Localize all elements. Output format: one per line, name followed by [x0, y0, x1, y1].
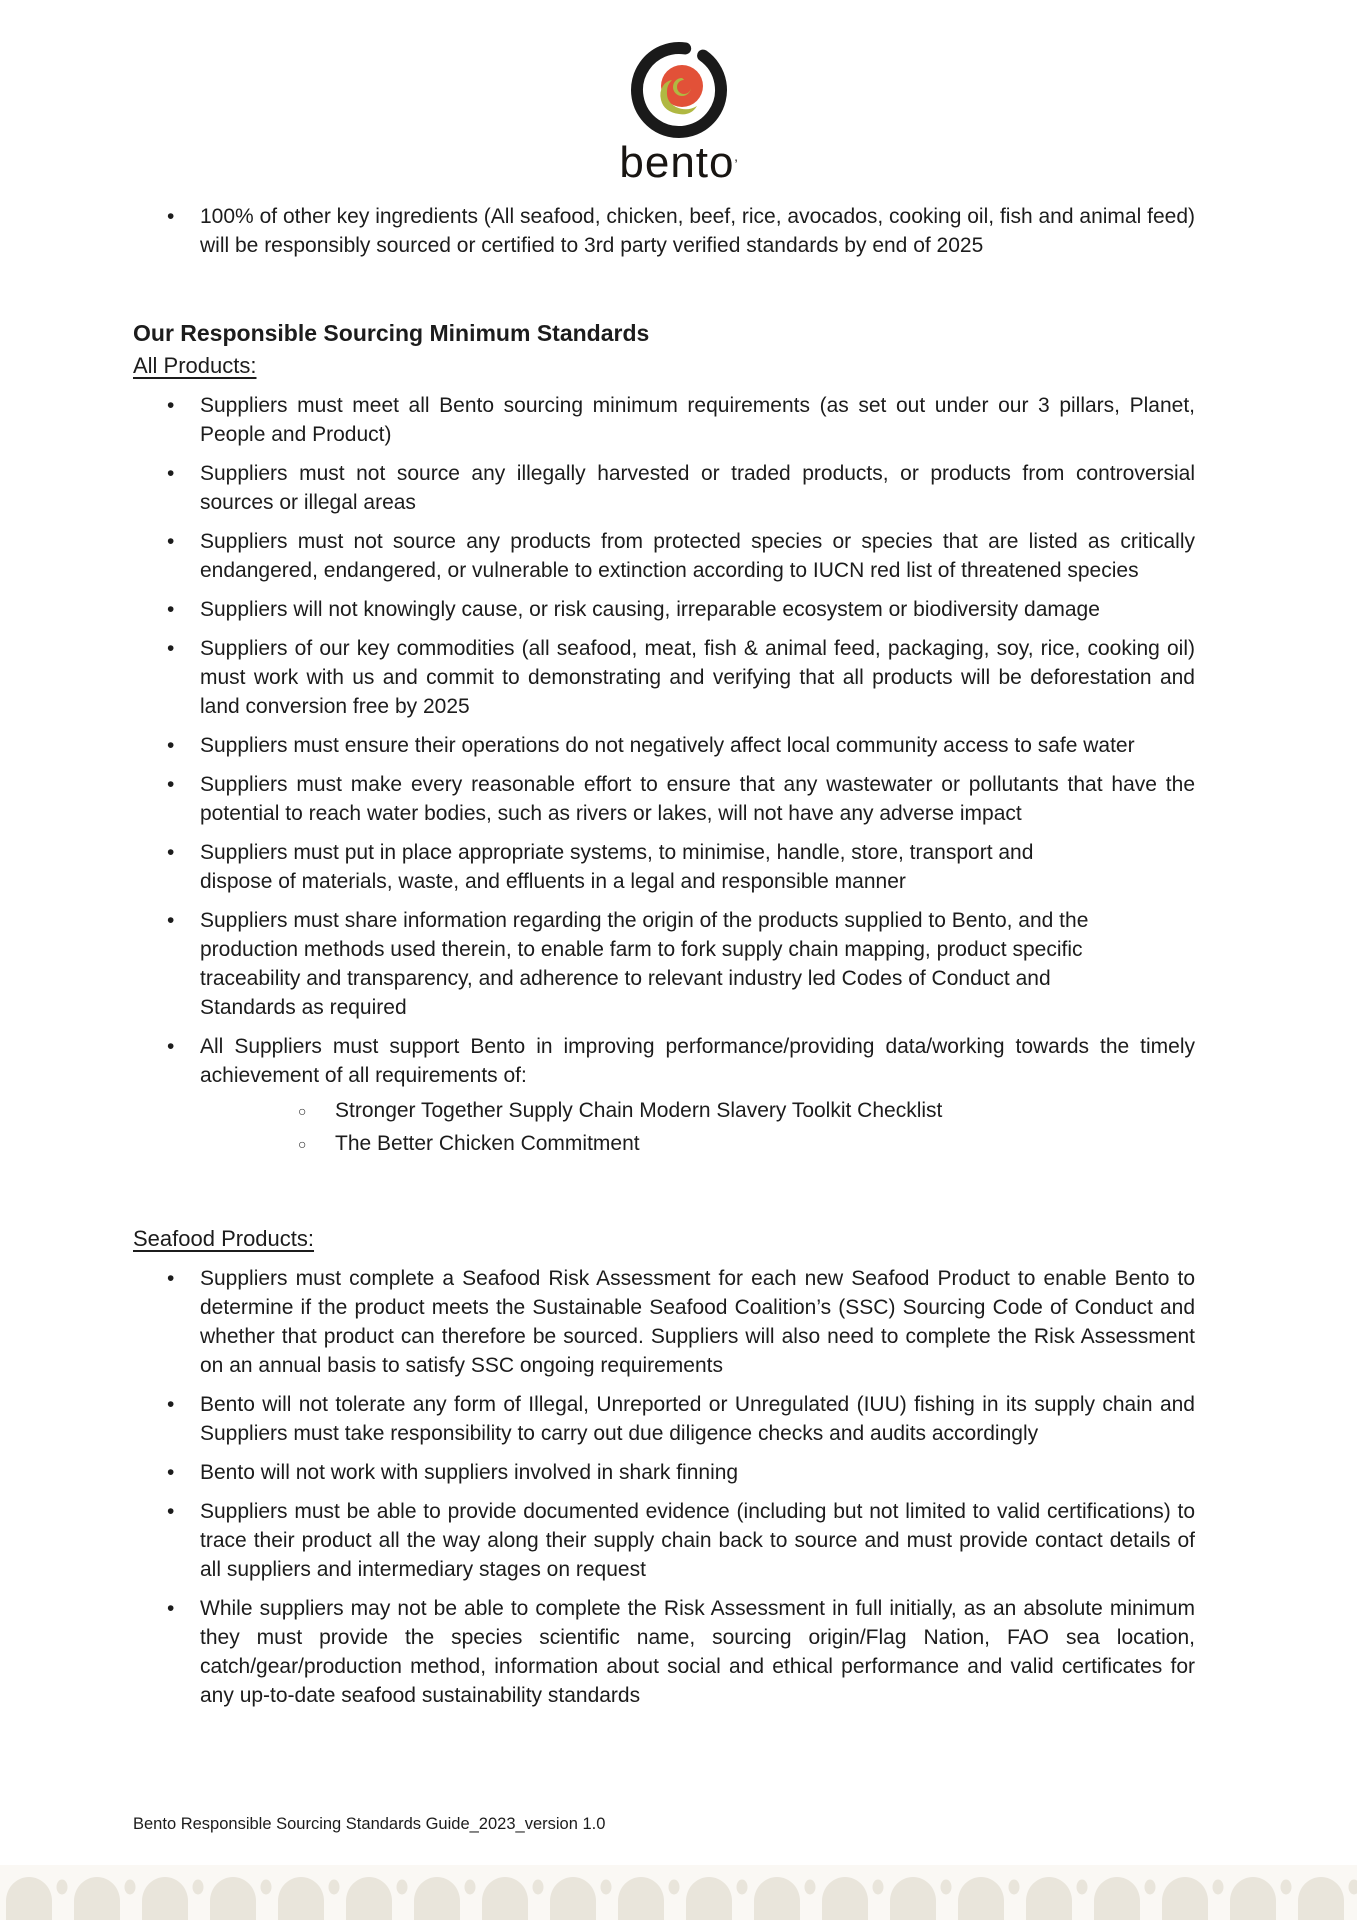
- bullet-item: • Suppliers of our key commodities (all seafood, meat, fish & animal feed, packaging, soy, rice, cooking oil) must work with us and commit to demonstrating and verifying that all products will be deforestation and land conversion free by 2025: [200, 634, 1195, 721]
- sub-bullet-item: ○ The Better Chicken Commitment: [335, 1129, 1195, 1158]
- bullet-item: • While suppliers may not be able to complete the Risk Assessment in full initially, as an absolute minimum they must provide the species scientific name, sourcing origin/Flag Nation, FAO sea location, catch/gear/production method, information about social and ethical performance and valid certificates for any up-to-date seafood sustainability standards: [200, 1594, 1195, 1710]
- bullet-item: • Suppliers must complete a Seafood Risk Assessment for each new Seafood Product to enable Bento to determine if the product meets the Sustainable Seafood Coalition’s (SSC) Sourcing Code of Conduct and whether that product can therefore be sourced. Suppliers will also need to complete the Risk Assessment on an annual basis to satisfy SSC ongoing requirements: [200, 1264, 1195, 1380]
- bullet-item: • Suppliers will not knowingly cause, or risk causing, irreparable ecosystem or biodiversity damage: [200, 595, 1195, 624]
- bullet-item: • Suppliers must share information regarding the origin of the products supplied to Bento, and the production methods used therein, to enable farm to fork supply chain mapping, product specific traceability and transparency, and adherence to relevant industry led Codes of Conduct and Standards as required: [200, 906, 1100, 1022]
- bullet-item: • Suppliers must not source any products from protected species or species that are listed as critically endangered, endangered, or vulnerable to extinction according to IUCN red list of threatened species: [200, 527, 1195, 585]
- sub-bullet-item: ○ Stronger Together Supply Chain Modern Slavery Toolkit Checklist: [335, 1096, 1195, 1125]
- bento-logo-icon: [619, 40, 739, 144]
- logo-wordmark-text: bento: [619, 138, 735, 187]
- document-content: [0, 202, 1357, 1710]
- bullet-item: • Suppliers must not source any illegally harvested or traded products, or products from controversial sources or illegal areas: [200, 459, 1195, 517]
- bullet-item: • Bento will not tolerate any form of Illegal, Unreported or Unregulated (IUU) fishing in its supply chain and Suppliers must take responsibility to carry out due diligence checks and audits accordingly: [200, 1390, 1195, 1448]
- all-products-bullet-list: [133, 391, 1195, 1158]
- subheading-seafood-products: Seafood Products:: [133, 1226, 315, 1251]
- document-footer: Bento Responsible Sourcing Standards Guide_2023_version 1.0: [133, 1815, 606, 1833]
- sub-bullet-list: [200, 1096, 1195, 1158]
- seafood-products-bullet-list: [133, 1264, 1195, 1710]
- logo-trademark: ’: [734, 156, 738, 172]
- logo-block: [0, 0, 1357, 188]
- scallop-border-decoration: [0, 1865, 1357, 1920]
- bullet-item: • All Suppliers must support Bento in improving performance/providing data/working towards the timely achievement of all requirements of: ○ Stronger Together Supply Chain Modern Slavery Toolkit Checklist ○ The Better Chicken Commitment: [200, 1032, 1195, 1158]
- bullet-item: • Suppliers must be able to provide documented evidence (including but not limited to valid certifications) to trace their product all the way along their supply chain back to source and must provide contact details of all suppliers and intermediary stages on request: [200, 1497, 1195, 1584]
- logo-wordmark: [0, 138, 1357, 188]
- section-heading-minimum-standards: Our Responsible Sourcing Minimum Standards: [133, 320, 650, 346]
- bullet-item: • Suppliers must make every reasonable effort to ensure that any wastewater or pollutants that have the potential to reach water bodies, such as rivers or lakes, will not have any adverse impact: [200, 770, 1195, 828]
- intro-bullet-list: [133, 202, 1195, 260]
- subheading-all-products: All Products:: [133, 353, 257, 378]
- bullet-item: • 100% of other key ingredients (All seafood, chicken, beef, rice, avocados, cooking oil, fish and animal feed) will be responsibly sourced or certified to 3rd party verified standards by end of 2025: [200, 202, 1195, 260]
- bullet-item: • Suppliers must ensure their operations do not negatively affect local community access to safe water: [200, 731, 1195, 760]
- bullet-item: • Bento will not work with suppliers involved in shark finning: [200, 1458, 1195, 1487]
- bullet-item: • Suppliers must put in place appropriate systems, to minimise, handle, store, transport and dispose of materials, waste, and effluents in a legal and responsible manner: [200, 838, 1100, 896]
- bullet-item: • Suppliers must meet all Bento sourcing minimum requirements (as set out under our 3 pillars, Planet, People and Product): [200, 391, 1195, 449]
